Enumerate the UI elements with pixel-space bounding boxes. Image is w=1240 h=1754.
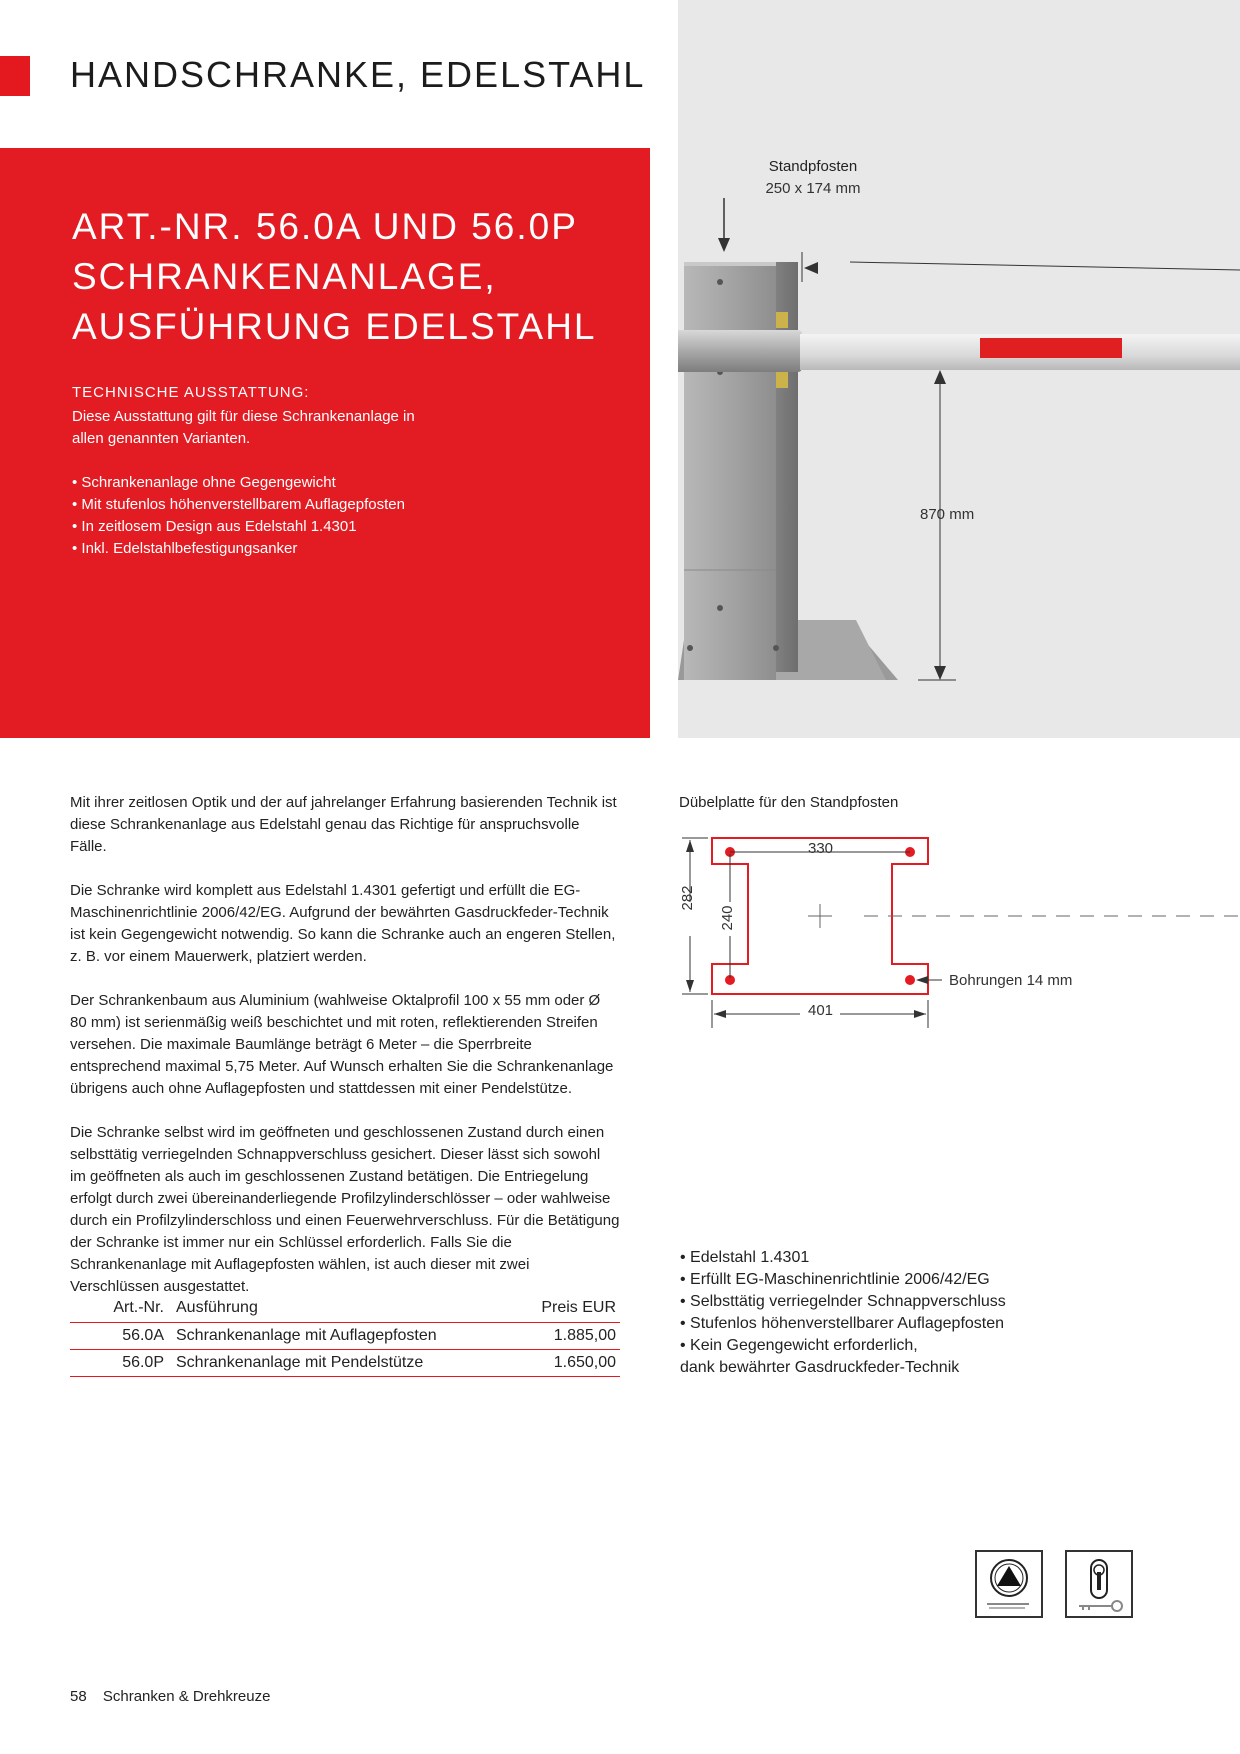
cell-art-nr: 56.0P bbox=[70, 1349, 176, 1376]
feature-item: • Stufenlos höhenverstellbarer Auflagepfosten bbox=[680, 1315, 1005, 1332]
anchor-plate-diagram bbox=[678, 820, 1240, 1040]
dim-top-label: 330 bbox=[808, 840, 834, 857]
tech-item: • Schrankenanlage ohne Gegengewicht bbox=[72, 474, 336, 491]
price-table bbox=[70, 1294, 620, 1377]
page-footer bbox=[70, 1688, 270, 1705]
fire-brigade-lock-icon bbox=[975, 1550, 1043, 1618]
header-accent-square bbox=[0, 56, 30, 96]
plate-title: Dübelplatte für den Standpfosten bbox=[679, 794, 899, 811]
holes-label: Bohrungen 14 mm bbox=[949, 972, 1073, 989]
tech-item: • Mit stufenlos höhenverstellbarem Auflagepfosten bbox=[72, 496, 405, 513]
dim-outer-height-label: 282 bbox=[679, 885, 696, 911]
beam-housing bbox=[678, 330, 802, 372]
body-paragraph: Der Schrankenbaum aus Aluminium (wahlweise Oktalprofil 100 x 55 mm oder Ø 80 mm) ist serienmäßig weiß beschichtet und mit roten, reflektierenden Streifen versehen. Die maximale Baumlänge beträgt 6 Meter – die Sperrbreite entsprechend maximal 5,75 Meter. Auf Wunsch erhalten Sie die Schrankenanlage übrigens auch ohne Auflagepfosten und stattdessen mit einer Pendelstütze. bbox=[70, 992, 614, 1097]
barrier-photo bbox=[678, 0, 1240, 738]
tech-item: • Inkl. Edelstahlbefestigungsanker bbox=[72, 540, 298, 557]
header-preis: Preis EUR bbox=[541, 1298, 616, 1316]
drill-hole bbox=[905, 975, 915, 985]
dim-inner-height-label: 240 bbox=[719, 905, 736, 931]
cell-ausfuehrung: Schrankenanlage mit Pendelstütze bbox=[176, 1349, 517, 1376]
body-paragraph: Die Schranke selbst wird im geöffneten und geschlossenen Zustand durch einen selbsttätig verriegelnden Schnappverschluss gesichert. Dieser lässt sich sowohl im geöffneten als auch im geschlossenen Zustand betätigen. Die Entriegelung erfolgt durch zwei übereinanderliegende Profilzylinderschlösser – oder wahlweise durch ein Profilzylinderschloss und einen Feuerwehrverschluss. Für die Betätigung der Schranke ist immer nur ein Schlüssel erforderlich. Falls Sie die Schrankenanlage mit Auflagepfosten wählen, ist auch dieser mit zwei Verschlüssen ausgestattet. bbox=[70, 1124, 620, 1295]
features-list bbox=[680, 1247, 1006, 1379]
reflective-stripe bbox=[980, 338, 1122, 358]
cell-ausfuehrung: Schrankenanlage mit Auflagepfosten bbox=[176, 1322, 517, 1349]
feature-item: • Edelstahl 1.4301 bbox=[680, 1249, 810, 1266]
post-size-label: 250 x 174 mm bbox=[765, 180, 861, 197]
product-title: ART.-NR. 56.0A UND 56.0P SCHRANKENANLAGE, AUSFÜHRUNG EDELSTAHL bbox=[72, 206, 597, 347]
header-art-nr: Art.-Nr. bbox=[113, 1298, 164, 1316]
tech-item: • In zeitlosem Design aus Edelstahl 1.4301 bbox=[72, 518, 357, 535]
header-ausfuehrung: Ausführung bbox=[176, 1298, 258, 1316]
cell-preis: 1.650,00 bbox=[517, 1349, 620, 1376]
dim-bottom-label: 401 bbox=[808, 1002, 834, 1019]
table-row bbox=[70, 1349, 620, 1376]
page-title: HANDSCHRANKE, EDELSTAHL bbox=[70, 54, 646, 95]
section-name: Schranken & Drehkreuze bbox=[102, 1688, 271, 1705]
page-number: 58 bbox=[70, 1688, 87, 1705]
tech-heading: TECHNISCHE AUSSTATTUNG: bbox=[72, 384, 310, 401]
cell-preis: 1.885,00 bbox=[517, 1322, 620, 1349]
feature-item: • Selbsttätig verriegelnder Schnappverschluss bbox=[680, 1293, 1006, 1310]
body-paragraph: Mit ihrer zeitlosen Optik und der auf jahrelanger Erfahrung basierenden Technik ist diese Schrankenanlage aus Edelstahl genau das Richtige für anspruchsvolle Fälle. bbox=[70, 794, 617, 855]
profile-cylinder-lock-icon bbox=[1065, 1550, 1133, 1618]
table-row bbox=[70, 1322, 620, 1349]
body-text bbox=[70, 792, 620, 1320]
post-label: Standpfosten bbox=[768, 158, 858, 175]
cell-art-nr: 56.0A bbox=[70, 1322, 176, 1349]
feature-item: • Kein Gegengewicht erforderlich, dank bewährter Gasdruckfeder-Technik bbox=[680, 1337, 960, 1376]
table-header-row bbox=[70, 1294, 620, 1322]
tech-intro: Diese Ausstattung gilt für diese Schrankenanlage in allen genannten Varianten. bbox=[72, 408, 415, 447]
body-paragraph: Die Schranke wird komplett aus Edelstahl 1.4301 gefertigt und erfüllt die EG-Maschinenrichtlinie 2006/42/EG. Aufgrund der bewährten Gasdruckfeder-Technik ist kein Gegengewicht notwendig. So kann die Schranke auch an engeren Stellen, z. B. vor einem Mauerwerk, platziert werden. bbox=[70, 882, 616, 965]
post-front bbox=[684, 262, 776, 680]
feature-item: • Erfüllt EG-Maschinenrichtlinie 2006/42/EG bbox=[680, 1271, 990, 1288]
tech-list bbox=[72, 472, 405, 560]
height-label: 870 mm bbox=[920, 506, 975, 523]
product-panel bbox=[0, 148, 650, 738]
